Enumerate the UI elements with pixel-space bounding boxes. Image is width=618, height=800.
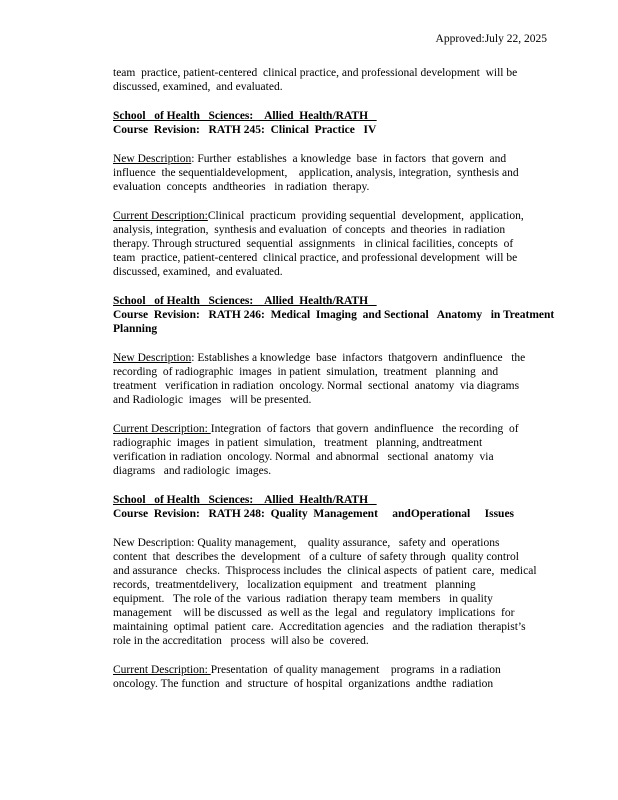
text-line: radiographic images in patient simulation, treatment planning, andtreatment bbox=[113, 437, 483, 449]
course-revision-line: Course Revision: RATH 248: Quality Management andOperational Issues bbox=[113, 508, 515, 520]
description-first-line-rest: Clinical practicum providing sequential development, application, bbox=[207, 210, 524, 222]
text-line: treatment verification in radiation oncology. Normal sectional anatomy via diagrams bbox=[113, 380, 520, 392]
text-line: and Radiologic images will be presented. bbox=[113, 394, 312, 406]
rath-245-heading bbox=[113, 109, 573, 137]
rath-248-heading bbox=[113, 493, 573, 521]
text-line: team practice, patient-centered clinical practice, and professional development will be bbox=[113, 252, 518, 264]
school-title: School of Health Sciences: Allied Health/RATH bbox=[113, 295, 377, 307]
text-line: equipment. The role of the various radiation therapy team members in quality bbox=[113, 593, 493, 605]
course-revision-line: Course Revision: RATH 246: Medical Imaging and Sectional Anatomy in Treatment bbox=[113, 309, 555, 321]
school-title: School of Health Sciences: Allied Health/RATH bbox=[113, 494, 377, 506]
text-line: and assurance checks. Thisprocess includes the clinical aspects of patient care, medical bbox=[113, 565, 537, 577]
rath-248-current-description bbox=[113, 663, 573, 691]
text-line: records, treatmentdelivery, localization equipment and treatment planning bbox=[113, 579, 476, 591]
rath-245-current-description bbox=[113, 209, 573, 279]
description-first-line-rest: : Establishes a knowledge base infactors thatgovern andinfluence the bbox=[191, 352, 526, 364]
description-first-line-rest: Integration of factors that govern andinfluence the recording of bbox=[210, 423, 519, 435]
text-line: role in the accreditation process will also be covered. bbox=[113, 635, 369, 647]
rath-246-heading bbox=[113, 294, 573, 336]
course-revision-line: Course Revision: RATH 245: Clinical Practice IV bbox=[113, 124, 377, 136]
description-label: New Description bbox=[113, 537, 192, 549]
description-first-line-rest: : Further establishes a knowledge base in factors that govern and bbox=[191, 153, 507, 165]
text-line bbox=[113, 536, 573, 550]
description-label: Current Description: bbox=[113, 664, 211, 676]
text-line bbox=[113, 663, 573, 677]
text-line: management will be discussed as well as the legal and regulatory implications for bbox=[113, 607, 515, 619]
text-line: discussed, examined, and evaluated. bbox=[113, 266, 283, 278]
description-first-line-rest: : Quality management, quality assurance, safety and operations bbox=[191, 537, 500, 549]
text-line bbox=[113, 351, 573, 365]
text-line bbox=[113, 422, 573, 436]
school-line bbox=[113, 493, 573, 507]
school-line bbox=[113, 109, 573, 123]
description-first-line-rest: Presentation of quality management programs in a radiation bbox=[210, 664, 501, 676]
description-label: New Description bbox=[113, 153, 192, 165]
text-line: recording of radiographic images in patient simulation, treatment planning and bbox=[113, 366, 499, 378]
text-line: discussed, examined, and evaluated. bbox=[113, 81, 283, 93]
text-line: therapy. Through structured sequential assignments in clinical facilities, concepts of bbox=[113, 238, 514, 250]
text-line: influence the sequentialdevelopment, application, analysis, integration, synthesis and bbox=[113, 167, 519, 179]
text-line: verification in radiation oncology. Normal and abnormal sectional anatomy via bbox=[113, 451, 494, 463]
text-line: evaluation concepts andtheories in radiation therapy. bbox=[113, 181, 370, 193]
text-line: oncology. The function and structure of hospital organizations andthe radiation bbox=[113, 678, 494, 690]
intro-continuation-paragraph bbox=[113, 66, 573, 94]
text-line: maintaining optimal patient care. Accreditation agencies and the radiation therapist’s bbox=[113, 621, 526, 633]
text-line: analysis, integration, synthesis and evaluation of concepts and theories in radiation bbox=[113, 224, 506, 236]
rath-246-new-description bbox=[113, 351, 573, 407]
text-line: team practice, patient-centered clinical practice, and professional development will be bbox=[113, 67, 518, 79]
school-title: School of Health Sciences: Allied Health/RATH bbox=[113, 110, 377, 122]
school-line bbox=[113, 294, 573, 308]
approved-date: Approved:July 22, 2025 bbox=[435, 33, 547, 45]
text-line: diagrams and radiologic images. bbox=[113, 465, 272, 477]
description-label: Current Description: bbox=[113, 210, 208, 222]
text-line bbox=[113, 209, 573, 223]
text-line: content that describes the development of a culture of safety through quality control bbox=[113, 551, 519, 563]
rath-245-new-description bbox=[113, 152, 573, 194]
course-revision-line: Planning bbox=[113, 323, 158, 335]
description-label: Current Description: bbox=[113, 423, 211, 435]
description-label: New Description bbox=[113, 352, 192, 364]
rath-246-current-description bbox=[113, 422, 573, 478]
text-line bbox=[113, 152, 573, 166]
document-body bbox=[113, 66, 573, 706]
rath-248-new-description bbox=[113, 536, 573, 648]
